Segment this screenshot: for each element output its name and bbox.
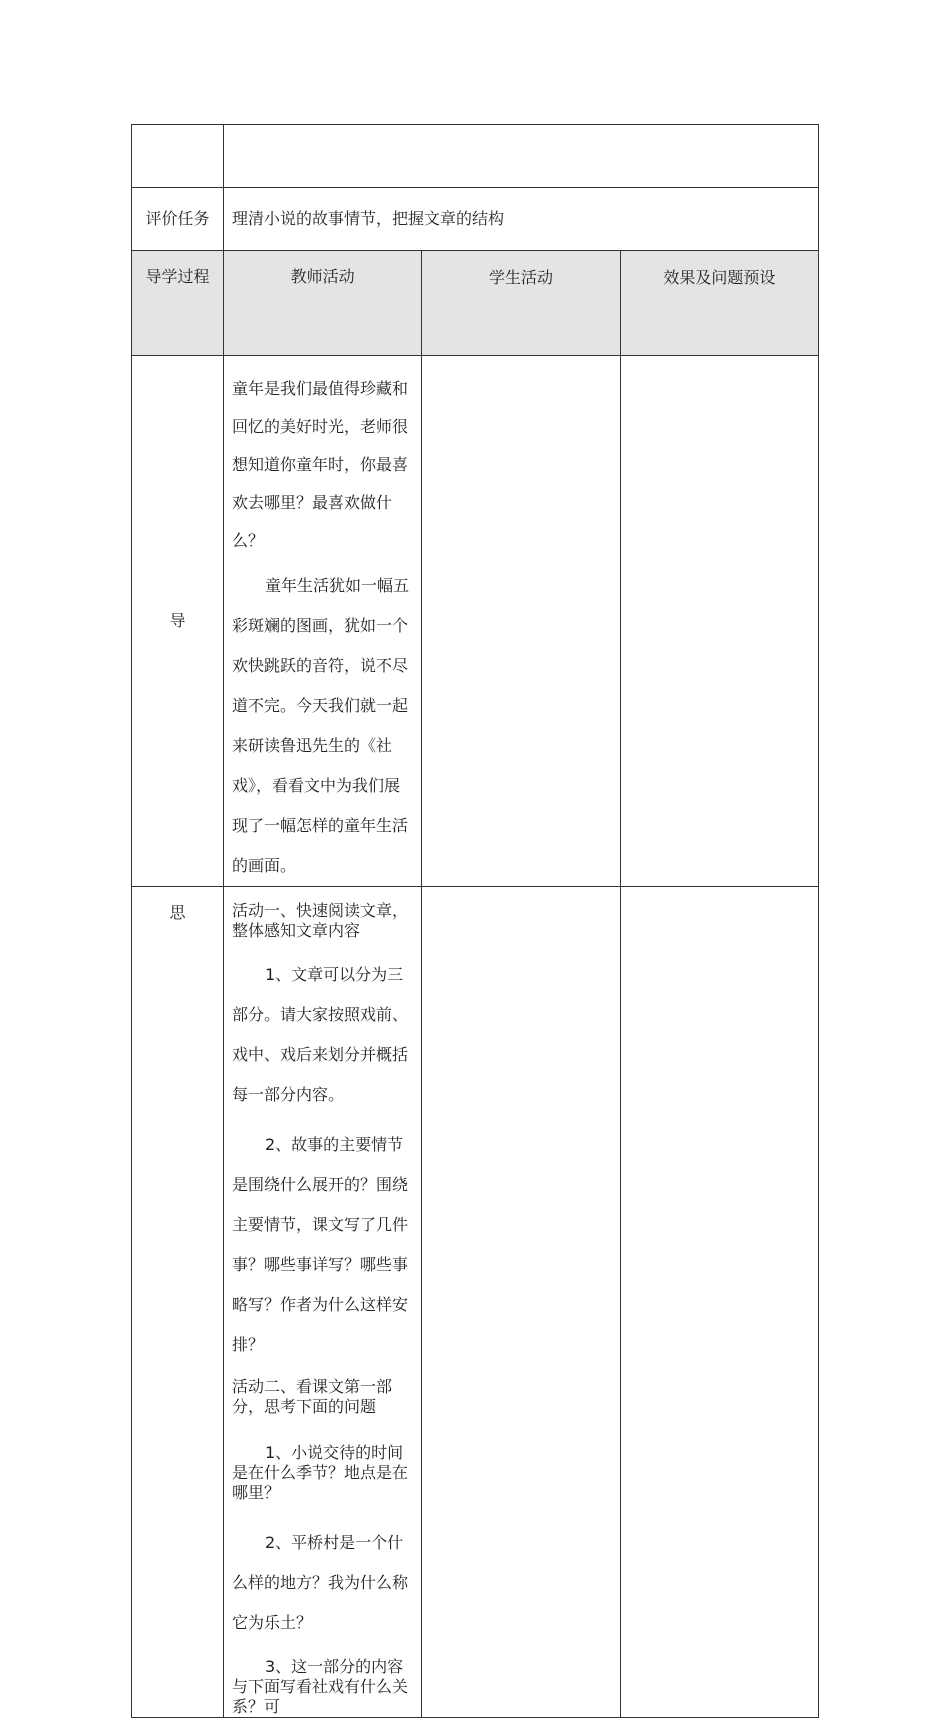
activity2-item-1: 1、小说交待的时间是在什么季节？地点是在哪里？ [232, 1443, 409, 1502]
eval-label-text: 评价任务 [145, 209, 210, 228]
activity2-item-2: 2、平桥村是一个什么样的地方？我为什么称它为乐土？ [232, 1533, 409, 1632]
eval-text-cell [224, 188, 819, 251]
table-row-dao [132, 356, 819, 887]
table-row-top [132, 125, 819, 188]
dao-paragraph-2: 童年生活犹如一幅五彩斑斓的图画，犹如一个欢快跳跃的音符，说不尽道不完。今天我们就一起来研读鲁迅先生的《社戏》，看看文中为我们展现了一幅怎样的童年生活的画面。 [232, 576, 410, 875]
activity2-item-3: 3、这一部分的内容与下面写看社戏有什么关系？可 [232, 1657, 409, 1716]
dao-effect-cell [620, 356, 818, 887]
si-content [224, 887, 422, 1718]
table-row-eval [132, 188, 819, 251]
si-effect-cell [620, 887, 818, 1718]
header-process-text: 导学过程 [145, 267, 210, 286]
activity2-title: 活动二、看课文第一部分，思考下面的问题 [232, 1377, 393, 1416]
empty-cell [132, 125, 224, 188]
eval-label [132, 188, 224, 251]
header-teacher-text: 教师活动 [290, 267, 355, 286]
si-label-text: 思 [169, 903, 186, 922]
si-student-cell [422, 887, 620, 1718]
lesson-plan-table [131, 124, 819, 1718]
eval-text: 理清小说的故事情节，把握文章的结构 [232, 209, 505, 228]
dao-label-text: 导 [169, 611, 186, 630]
header-effect [620, 251, 818, 356]
table-header-row [132, 251, 819, 356]
header-student-text: 学生活动 [488, 268, 553, 287]
header-effect-text: 效果及问题预设 [663, 268, 776, 287]
activity1-item-1: 1、文章可以分为三部分。请大家按照戏前、戏中、戏后来划分并概括每一部分内容。 [232, 965, 409, 1104]
header-student [422, 251, 620, 356]
header-process [132, 251, 224, 356]
si-label [132, 887, 224, 1718]
activity1-item-2: 2、故事的主要情节是围绕什么展开的？围绕主要情节，课文写了几件事？哪些事详写？哪些事略写？作者为什么这样安排？ [232, 1135, 409, 1354]
activity1-title: 活动一、快速阅读文章，整体感知文章内容 [232, 901, 409, 940]
empty-cell [224, 125, 819, 188]
header-teacher [224, 251, 422, 356]
table-row-si [132, 887, 819, 1718]
dao-paragraph-1: 童年是我们最值得珍藏和回忆的美好时光，老师很想知道你童年时，你最喜欢去哪里？最喜欢做什么？ [232, 379, 409, 550]
dao-label [132, 356, 224, 887]
dao-student-cell [422, 356, 620, 887]
dao-content [224, 356, 422, 887]
